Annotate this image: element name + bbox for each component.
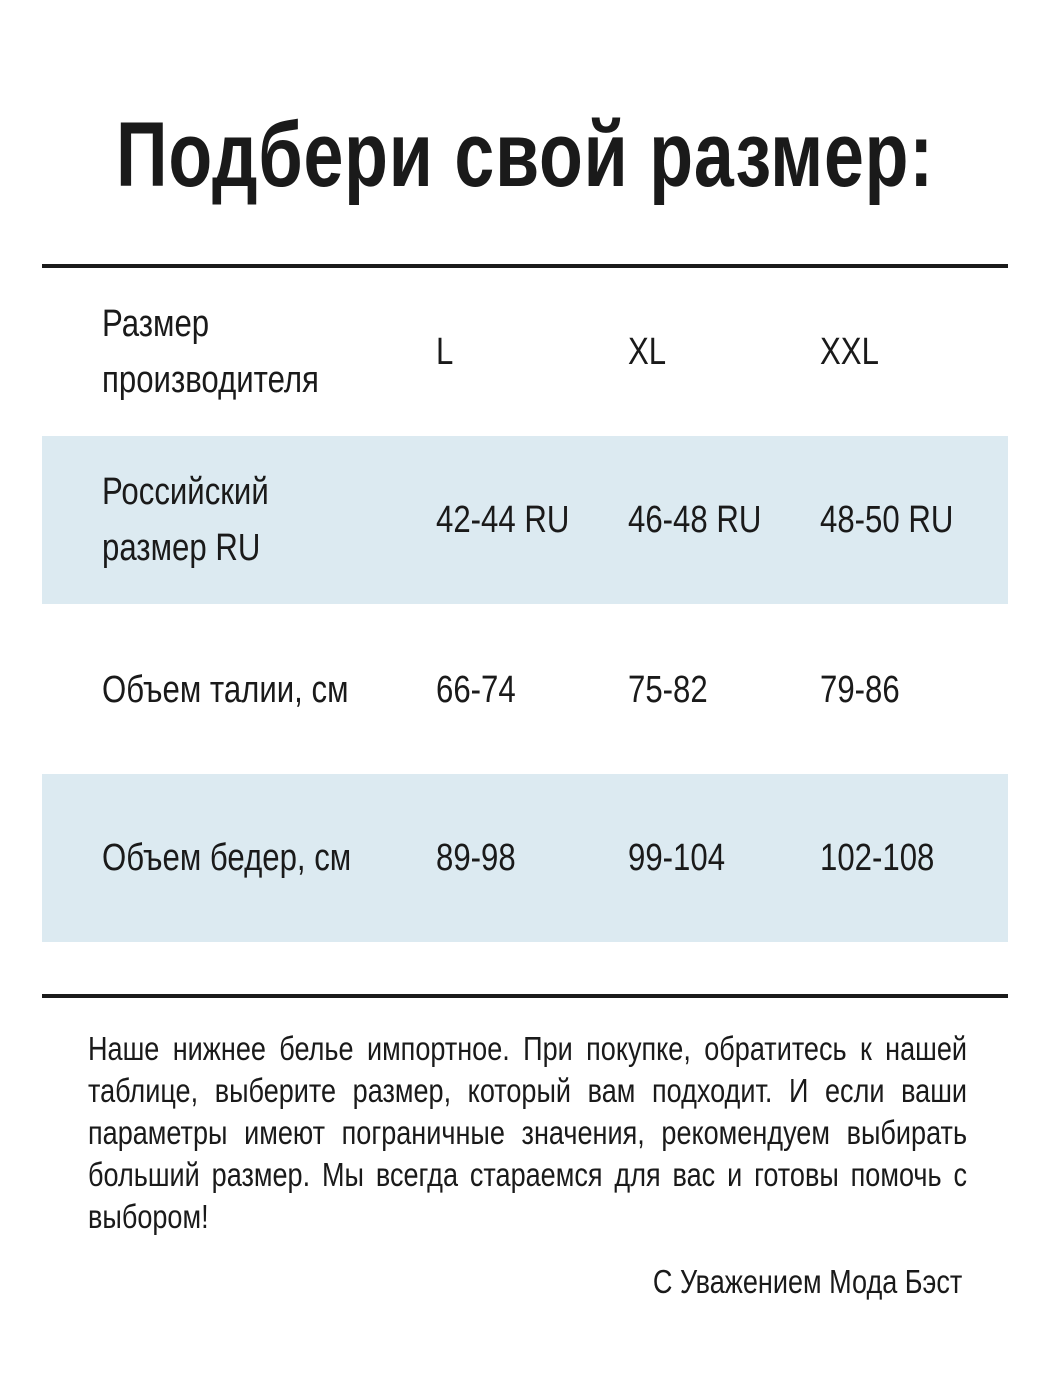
page-title: Подбери свой размер: — [116, 104, 934, 206]
size-cell-xxl: 48-50 RU — [820, 499, 954, 541]
size-cell-l: L — [436, 331, 454, 373]
size-cell-xxl: 102-108 — [820, 837, 935, 879]
row-label: Объем бедер, см — [102, 837, 352, 879]
bottom-divider — [42, 994, 1008, 998]
size-cell-xl: 99-104 — [628, 837, 726, 879]
signature: С Уважением Мода Бэст — [652, 1263, 962, 1300]
size-cell-l: 42-44 RU — [436, 499, 570, 541]
row-label: Российский размер RU — [102, 471, 269, 569]
size-cell-xxl: XXL — [820, 331, 879, 373]
table-row-waist — [42, 606, 1008, 774]
info-paragraph: Наше нижнее белье импортное. При покупке, обратитесь к нашей таблице, выберите размер, который вам подходит. И если ваши параметры имеют пограничные значения, рекомендуем выбирать больший размер. Мы всегда стараемся для вас и готовы помочь с выбором! — [88, 1030, 968, 1235]
table-row-russian-size — [42, 436, 1008, 604]
table-row-hips — [42, 774, 1008, 942]
size-cell-xxl: 79-86 — [820, 669, 900, 711]
row-label: Размер производителя — [102, 303, 319, 401]
table-row-manufacturer-size — [42, 268, 1008, 436]
size-cell-l: 66-74 — [436, 669, 516, 711]
size-cell-xl: XL — [628, 331, 667, 373]
size-cell-xl: 46-48 RU — [628, 499, 762, 541]
row-label: Объем талии, см — [102, 669, 349, 711]
size-cell-xl: 75-82 — [628, 669, 708, 711]
size-cell-l: 89-98 — [436, 837, 516, 879]
